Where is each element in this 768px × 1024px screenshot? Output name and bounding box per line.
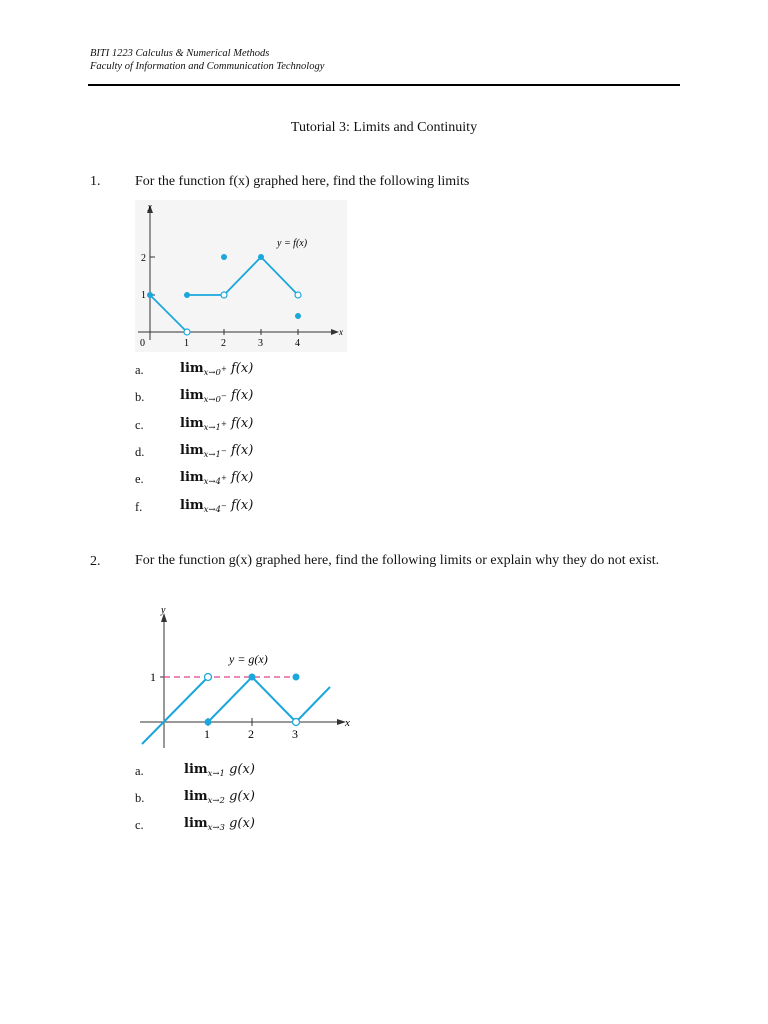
graph-f-xtick-label-2: 2 bbox=[221, 338, 226, 349]
graph-f-svg bbox=[135, 200, 347, 352]
graph-g-open-dot-1 bbox=[205, 674, 212, 681]
q2-part-c-letter: c. bbox=[135, 818, 144, 832]
graph-f-open-dot-1 bbox=[184, 329, 190, 335]
graph-f-closed-dot-2 bbox=[221, 254, 227, 260]
graph-g-segment-left bbox=[142, 677, 208, 744]
graph-g bbox=[135, 600, 365, 755]
page-title: Tutorial 3: Limits and Continuity bbox=[290, 120, 478, 135]
graph-f-closed-dot-1 bbox=[184, 292, 190, 298]
q2-part-b-letter: b. bbox=[135, 791, 145, 805]
q1-part-d-expression: $\lim_{x\to 1^-} f(x)$ bbox=[180, 443, 254, 460]
graph-f-open-dot-2 bbox=[221, 292, 227, 298]
q2-part-b-expression: $\lim_{x\to 2} g(x)$ bbox=[184, 789, 255, 806]
q2-part-a-expression: $\lim_{x\to 1} g(x)$ bbox=[184, 762, 255, 779]
graph-f-xtick-label-0: 0 bbox=[140, 338, 145, 349]
graph-f-ytick-label-1: 1 bbox=[141, 290, 146, 301]
graph-f-closed-dot-0 bbox=[147, 292, 153, 298]
q1-part-e-letter: e. bbox=[135, 472, 144, 486]
graph-f-open-dot-4 bbox=[295, 292, 301, 298]
question-2-number: 2. bbox=[90, 554, 101, 569]
graph-g-xtick-label-1: 1 bbox=[204, 727, 210, 741]
graph-f-background bbox=[135, 200, 347, 352]
graph-g-xtick-label-3: 3 bbox=[292, 727, 298, 741]
graph-g-svg bbox=[135, 600, 365, 750]
graph-g-curve-label: y = g(x) bbox=[229, 652, 268, 666]
q2-part-c-expression: $\lim_{x\to 3} g(x)$ bbox=[184, 816, 255, 833]
graph-g-y-label: y bbox=[161, 605, 166, 616]
question-2-text: For the function g(x) graphed here, find the following limits or explain why they do not exist. bbox=[135, 553, 660, 568]
graph-g-closed-dot-1 bbox=[205, 719, 212, 726]
q1-part-b-letter: b. bbox=[135, 390, 145, 404]
q2-part-a-letter: a. bbox=[135, 764, 144, 778]
q1-part-d-letter: d. bbox=[135, 445, 145, 459]
faculty-name: Faculty of Information and Communication Technology bbox=[90, 61, 325, 72]
q1-part-f-expression: $\lim_{x\to 4^-} f(x)$ bbox=[180, 498, 254, 515]
graph-f-xtick-label-4: 4 bbox=[295, 338, 300, 349]
graph-g-closed-dot-3 bbox=[293, 674, 300, 681]
graph-f-closed-dot-3 bbox=[258, 254, 264, 260]
graph-g-segment-middle bbox=[208, 677, 296, 722]
graph-g-open-dot-3 bbox=[293, 719, 300, 726]
header-rule bbox=[88, 84, 680, 86]
q1-part-c-letter: c. bbox=[135, 418, 144, 432]
q1-part-b-expression: $\lim_{x\to 0^-} f(x)$ bbox=[180, 388, 254, 405]
q1-part-c-expression: $\lim_{x\to 1^+} f(x)$ bbox=[180, 416, 254, 433]
graph-f bbox=[135, 200, 347, 357]
graph-f-x-label: x bbox=[339, 327, 343, 337]
q1-part-a-letter: a. bbox=[135, 363, 144, 377]
question-1-text: For the function f(x) graphed here, find the following limits bbox=[135, 174, 470, 189]
graph-f-xtick-label-3: 3 bbox=[258, 338, 263, 349]
graph-f-y-label: y bbox=[148, 202, 152, 211]
q1-part-a-expression: $\lim_{x\to 0^+} f(x)$ bbox=[180, 361, 254, 378]
graph-f-closed-dot-4 bbox=[295, 313, 301, 319]
graph-g-ytick-label-1: 1 bbox=[150, 670, 156, 684]
q1-part-e-expression: $\lim_{x\to 4^+} f(x)$ bbox=[180, 470, 254, 487]
graph-g-x-label: x bbox=[345, 717, 350, 729]
graph-f-xtick-label-1: 1 bbox=[184, 338, 189, 349]
course-title: BITI 1223 Calculus & Numerical Methods bbox=[90, 48, 270, 59]
q1-part-f-letter: f. bbox=[135, 500, 143, 514]
graph-f-curve-label: y = f(x) bbox=[277, 238, 308, 249]
question-1-number: 1. bbox=[90, 174, 101, 189]
graph-g-xtick-label-2: 2 bbox=[248, 727, 254, 741]
graph-g-segment-right bbox=[296, 687, 330, 722]
document-header bbox=[90, 47, 324, 73]
graph-g-closed-dot-2 bbox=[249, 674, 256, 681]
graph-f-ytick-label-2: 2 bbox=[141, 253, 146, 264]
